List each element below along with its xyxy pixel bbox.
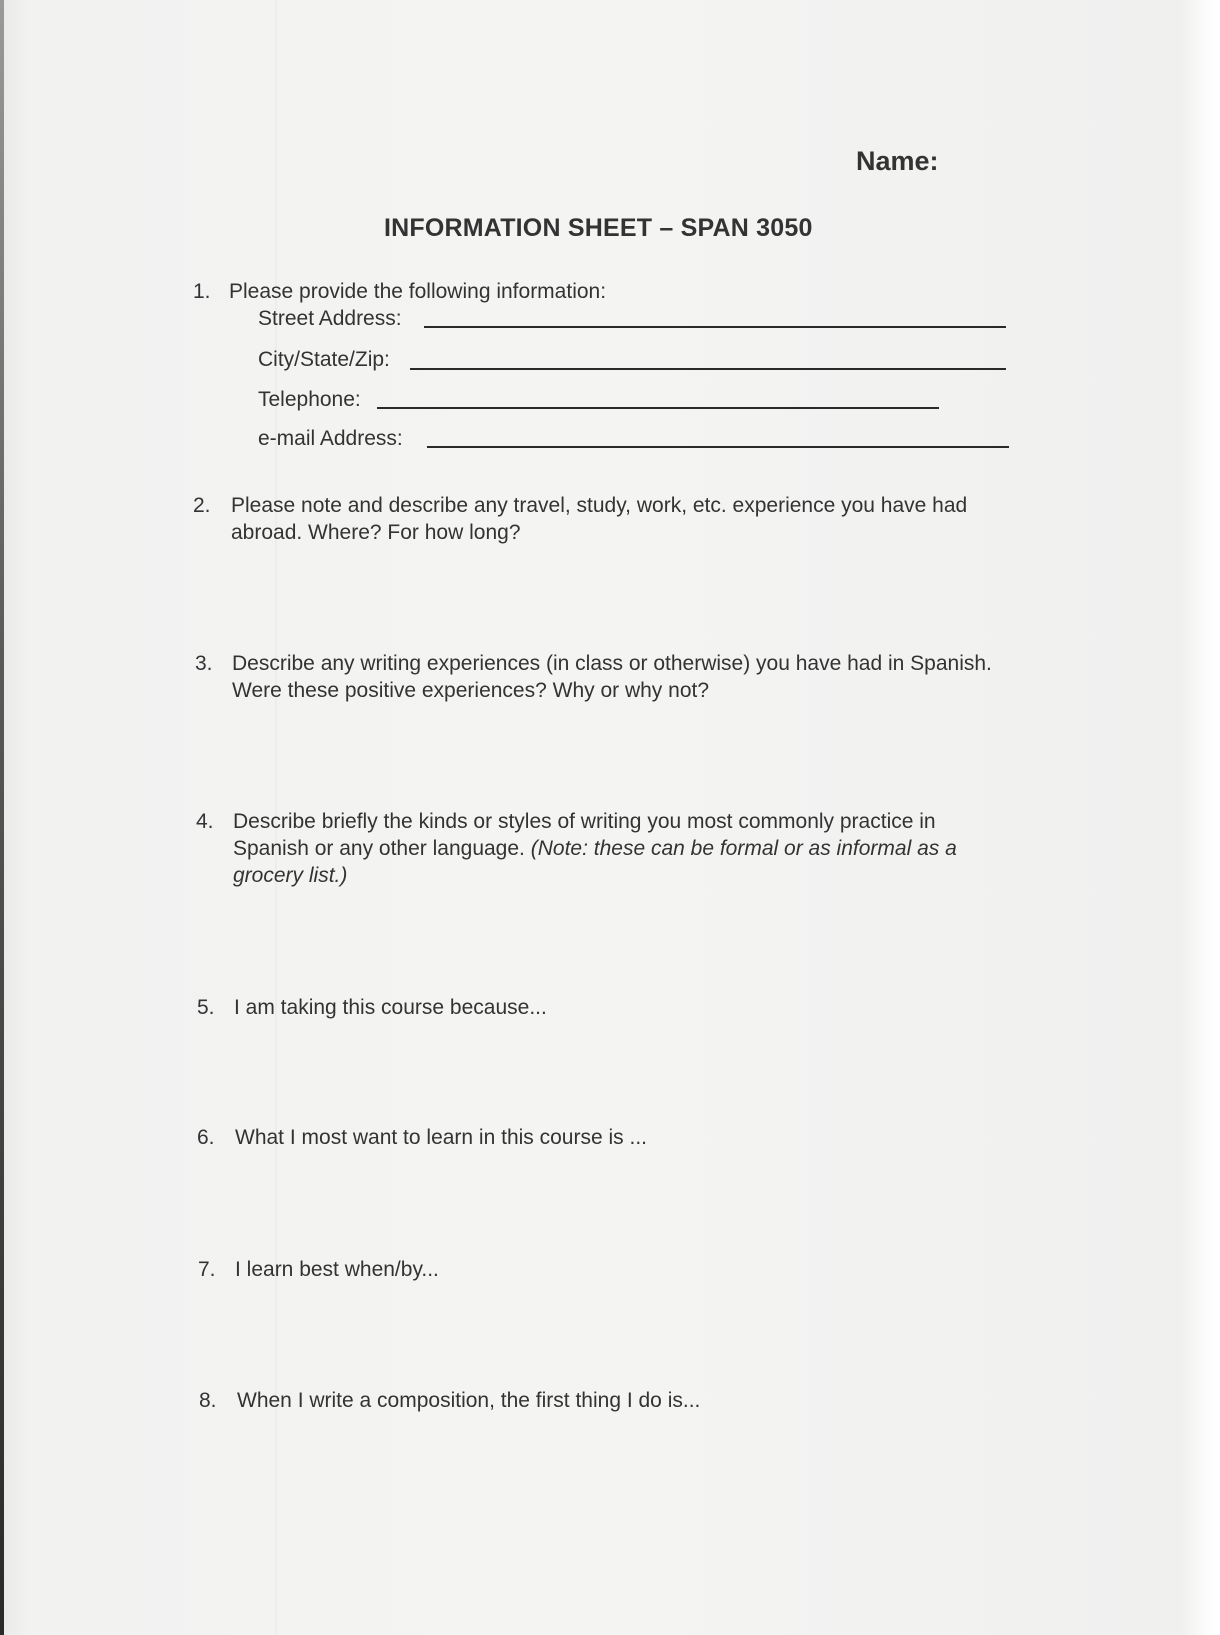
item-2-number: 2.: [193, 494, 211, 517]
item-5-text: I am taking this course because...: [234, 996, 547, 1019]
item-2-line-1: Please note and describe any travel, study, work, etc. experience you have had: [231, 494, 968, 517]
item-3-line-1: Describe any writing experiences (in class or otherwise) you have had in Spanish.: [232, 652, 992, 675]
item-7-number: 7.: [198, 1258, 216, 1281]
item-7-text: I learn best when/by...: [235, 1258, 439, 1281]
page-left-edge: [0, 0, 4, 1635]
item-8-number: 8.: [199, 1389, 217, 1412]
item-6-text: What I most want to learn in this course is ...: [235, 1126, 647, 1149]
item-3-line-2: Were these positive experiences? Why or why not?: [232, 679, 710, 702]
street-address-label: Street Address:: [258, 307, 402, 330]
name-label: Name:: [856, 146, 939, 176]
item-4-number: 4.: [196, 810, 214, 833]
item-1-number: 1.: [193, 280, 211, 303]
street-address-field[interactable]: [424, 326, 1006, 328]
city-state-zip-label: City/State/Zip:: [258, 348, 390, 371]
email-address-label: e-mail Address:: [258, 427, 403, 450]
item-4-note-line-3: grocery list.): [233, 864, 348, 887]
item-3-number: 3.: [195, 652, 213, 675]
telephone-label: Telephone:: [258, 388, 361, 411]
item-4-note: (Note: these can be formal or as informal as a: [530, 837, 957, 860]
page-title: INFORMATION SHEET – SPAN 3050: [384, 214, 813, 242]
telephone-field[interactable]: [377, 407, 939, 409]
item-4-line-2: [233, 835, 957, 862]
item-8-text: When I write a composition, the first thing I do is...: [237, 1389, 701, 1412]
email-address-field[interactable]: [427, 446, 1009, 448]
item-6-number: 6.: [197, 1126, 215, 1149]
item-4-line-1: Describe briefly the kinds or styles of writing you most commonly practice in: [233, 810, 936, 833]
item-5-number: 5.: [197, 996, 215, 1019]
city-state-zip-field[interactable]: [410, 368, 1006, 370]
item-2-line-2: abroad. Where? For how long?: [231, 521, 521, 544]
item-1-text: Please provide the following information:: [229, 280, 607, 303]
item-4-line-2-text: Spanish or any other language.: [233, 837, 525, 860]
